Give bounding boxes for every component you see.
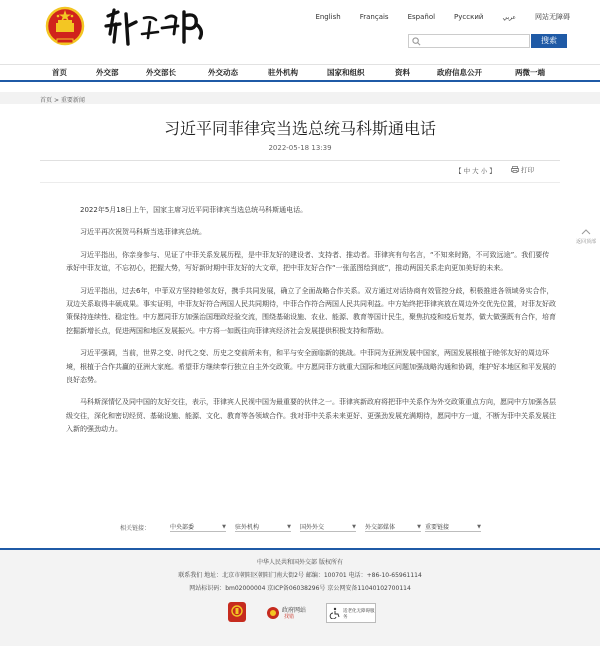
nav-item-activities[interactable]: 外交动态	[208, 68, 238, 77]
back-to-top-button[interactable]	[576, 228, 596, 245]
related-label: 相关链接：	[120, 525, 151, 532]
breadcrumb-current[interactable]: 重要新闻	[60, 97, 85, 104]
accessibility-service-badge[interactable]	[326, 603, 376, 623]
article-date: 2022-05-18 13:39	[268, 144, 332, 152]
footer-registration: 网站标识码：bm02000004 京ICP备06038296号 京公网安备11040102700114	[189, 585, 411, 592]
search-button[interactable]: 搜索	[531, 34, 567, 48]
nav-item-countries[interactable]: 国家和组织	[327, 68, 365, 77]
select-value: 重要链接	[425, 524, 450, 531]
arrow-up-icon	[581, 228, 591, 236]
breadcrumb	[40, 95, 85, 104]
chevron-down-icon: ▼	[222, 524, 226, 530]
chevron-down-icon: ▼	[287, 524, 291, 530]
related-select-ministries[interactable]	[170, 522, 226, 532]
article-paragraph: 习近平强调，当前，世界之变、时代之变、历史之变前所未有，和平与安全面临新的挑战。中菲同为亚洲发展中国家，两国发展根植于睦邻友好的周边环境，根植于合作共赢的亚洲大家庭。希望菲方继续奉行独立自主外交政策。中方愿同菲方就重大国际和地区问题加强战略沟通和协调，维护好本地区和平发展的良好态势。	[66, 349, 556, 385]
lang-english[interactable]: English	[315, 13, 341, 21]
footer-copyright: 中华人民共和国外交部 版权所有	[257, 559, 343, 566]
chevron-down-icon: ▼	[417, 524, 421, 530]
article-paragraph: 习近平再次祝贺马科斯当选菲律宾总统。	[80, 228, 206, 237]
search-input[interactable]	[408, 34, 530, 48]
article-paragraph: 习近平指出，你亲身参与、见证了中菲关系发展历程，是中菲友好的建设者、支持者、推动者。菲律宾有句名言，“不知来时路，不可致远途”。我们要传承好中菲友谊，不忘初心，把握大势，写好新时期中菲友好的大文章，把中菲友好合作“一张蓝图绘到底”，推动两国关系走向更加美好的未来。	[66, 250, 550, 273]
article-title: 习近平同菲律宾当选总统马科斯通电话	[163, 119, 436, 138]
related-select-media[interactable]	[365, 522, 421, 532]
related-select-missions[interactable]	[235, 522, 291, 532]
gov-emblem-icon	[266, 606, 280, 620]
body-divider	[40, 182, 560, 183]
related-select-important[interactable]	[425, 522, 481, 532]
accessibility-link[interactable]: 网站无障碍	[535, 13, 570, 21]
wheelchair-icon	[329, 607, 341, 619]
accessibility-badge-label: 适老化无障碍服务	[343, 609, 375, 620]
article-paragraph: 习近平指出，过去6年，中菲双方坚持睦邻友好，携手共同发展，确立了全面战略合作关系。双方通过对话协商有效管控分歧，积极推进各领域务实合作，双边关系取得丰硕成果。事实证明，中菲友好符合两国人民共同期待，中菲合作符合两国人民共同利益。中方始终把菲律宾放在周边外交优先位置，对菲友好政策保持连续性、稳定性。中方愿同菲方加强治国理政经验交流，围绕基础设施、农业、能源、教育等国计民生，聚焦抗疫和疫后复苏，做大做强既有合作，培育挖掘新增长点，促进两国和地区发展振兴。中方将一如既往向菲律宾经济社会发展提供积极支持和帮助。	[66, 286, 556, 335]
lang-russian[interactable]: Русский	[454, 13, 484, 21]
nav-item-gov-info[interactable]: 政府信息公开	[437, 68, 482, 77]
party-site-badge-icon[interactable]	[227, 601, 247, 623]
lang-arabic[interactable]: عربي	[502, 13, 516, 21]
gov-badge-sub: 找错	[284, 614, 295, 620]
nav-item-ministry[interactable]: 外交部	[96, 68, 119, 77]
nav-item-resources[interactable]: 资料	[395, 68, 410, 77]
chevron-down-icon: ▼	[477, 524, 481, 530]
breadcrumb-home[interactable]: 首页	[40, 97, 53, 104]
breadcrumb-bar	[0, 92, 600, 104]
gov-website-badge[interactable]	[266, 603, 312, 623]
title-divider	[40, 160, 560, 161]
print-icon	[511, 166, 519, 173]
select-value: 驻外机构	[235, 524, 260, 531]
header	[0, 0, 600, 64]
lang-spanish[interactable]: Español	[407, 13, 436, 21]
article-paragraph: 2022年5月18日上午，国家主席习近平同菲律宾当选总统马科斯通电话。	[80, 206, 308, 214]
gov-badge-label: 政府网站	[282, 607, 307, 614]
article-paragraph: 马科斯深情忆及同中国的友好交往，表示，菲律宾人民视中国为最重要的伙伴之一。菲律宾新政府将把菲中关系作为外交政策重点方向，愿同中方加强各层级交往，深化和密切经贸、基础设施、能源、文化、教育等各领域合作。我对菲中关系未来更好、更强劲发展充满期待，愿同中方一道，不断为菲中关系发展注入新的强劲动力。	[66, 398, 556, 434]
article-body	[66, 204, 556, 446]
nav-item-missions[interactable]: 驻外机构	[268, 68, 298, 77]
main-nav	[0, 64, 600, 82]
footer-badges	[0, 601, 600, 625]
print-label: 打印	[521, 166, 534, 174]
select-value: 中央部委	[170, 524, 195, 531]
related-links	[0, 520, 600, 534]
nav-item-home[interactable]: 首页	[52, 68, 67, 77]
related-select-foreign[interactable]	[300, 522, 356, 532]
footer-contact: 联系我们 地址：北京市朝阳区朝阳门南大街2号 邮编：100701 电话：+86-10-65961114	[178, 572, 422, 579]
search-icon	[412, 37, 421, 46]
nav-item-minister[interactable]: 外交部长	[146, 68, 176, 77]
font-size-control[interactable]: 【 中 大 小 】	[455, 167, 496, 175]
select-value: 外交部媒体	[365, 524, 396, 531]
nav-item-social[interactable]: 两微一端	[515, 68, 545, 77]
language-switcher	[296, 12, 570, 22]
breadcrumb-separator: >	[53, 97, 59, 104]
select-value: 国外外交	[300, 524, 325, 531]
lang-french[interactable]: Français	[359, 13, 389, 21]
print-button[interactable]	[511, 165, 534, 174]
back-to-top-label: 返回顶部	[576, 239, 597, 245]
chevron-down-icon: ▼	[352, 524, 356, 530]
site-logo-calligraphy[interactable]	[100, 4, 210, 54]
national-emblem-icon[interactable]	[45, 6, 85, 48]
